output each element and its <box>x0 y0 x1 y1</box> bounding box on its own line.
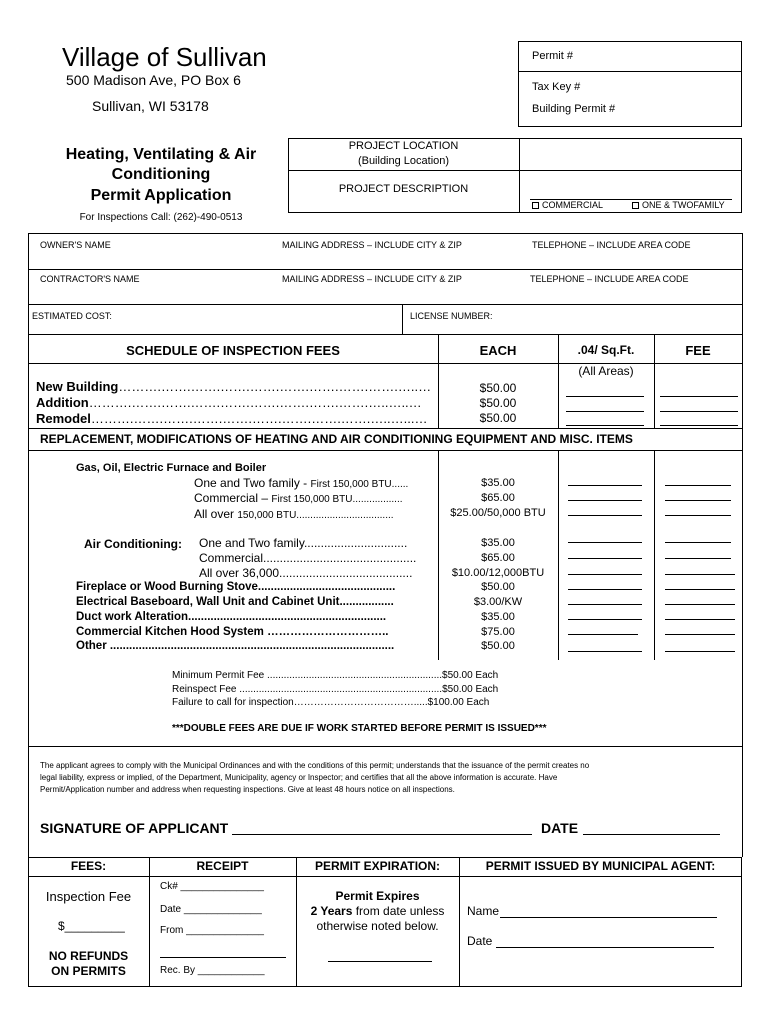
owner-phone-label: TELEPHONE – INCLUDE AREA CODE <box>532 240 691 250</box>
all-areas-label: (All Areas) <box>578 364 634 378</box>
project-location-sub: (Building Location) <box>357 155 450 167</box>
col-sqft-header: .04/ Sq.Ft. <box>577 343 635 357</box>
gas-one-fee: $35.00 <box>481 477 515 489</box>
no-refunds-line1: NO REFUNDS <box>48 949 129 963</box>
fee-addition: $50.00 <box>479 396 517 410</box>
owner-mailing-label: MAILING ADDRESS – INCLUDE CITY & ZIP <box>282 240 462 250</box>
ac-one-two-family: One and Two family............................... <box>199 536 408 550</box>
ac-heading: Air Conditioning: <box>84 537 182 551</box>
form-title-line2: Conditioning <box>111 166 211 183</box>
project-description-label: PROJECT DESCRIPTION <box>338 183 469 195</box>
ac-all-over: All over 36,000........................................ <box>199 566 413 580</box>
contractor-mailing-label: MAILING ADDRESS – INCLUDE CITY & ZIP <box>282 274 462 284</box>
agreement-line1: The applicant agrees to comply with the Municipal Ordinances and with the conditions of this permit; understands that the issuance of the permit creates no <box>40 761 590 770</box>
village-address-line2: Sullivan, WI 53178 <box>92 98 209 114</box>
date-field[interactable] <box>583 834 720 835</box>
receipt-blank-line[interactable] <box>160 957 286 958</box>
tax-key-label: Tax Key # <box>532 81 581 93</box>
contractor-name-label: CONTRACTOR'S NAME <box>40 274 140 284</box>
misc-fireplace: Fireplace or Wood Burning Stove........................................... <box>76 581 396 593</box>
ac-commercial: Commercial.............................................. <box>199 551 417 565</box>
misc-hood-fee: $75.00 <box>481 626 515 638</box>
misc-duct-work: Duct work Alteration.............................................................. <box>76 611 387 623</box>
fee-field-addition[interactable] <box>660 411 738 412</box>
sqft-field-remodel[interactable] <box>566 425 644 426</box>
misc-fireplace-fee: $50.00 <box>481 581 515 593</box>
double-fees-notice: ***DOUBLE FEES ARE DUE IF WORK STARTED BEFORE PERMIT IS ISSUED*** <box>172 723 547 734</box>
misc-other-fee: $50.00 <box>481 640 515 652</box>
village-name: Village of Sullivan <box>62 42 267 72</box>
row-new-building: New Building……….…….…….…….…….…….…….…….…….…..… <box>36 379 432 394</box>
col-each-header: EACH <box>479 343 517 358</box>
issued-header: PERMIT ISSUED BY MUNICIPAL AGENT: <box>485 859 716 873</box>
expiration-note-field[interactable] <box>328 961 432 962</box>
form-title-line3: Permit Application <box>90 187 232 204</box>
commercial-label: COMMERCIAL <box>542 200 604 210</box>
replacement-heading: REPLACEMENT, MODIFICATIONS OF HEATING AND AIR CONDITIONING EQUIPMENT AND MISC. ITEMS <box>40 432 633 446</box>
reinspect-fee: Reinspect Fee .........................................................................$50.00 Each <box>172 684 499 695</box>
date-label: DATE <box>541 820 579 836</box>
agreement-line2: legal liability, express or implied, of the Department, Municipality, agency or Inspector; and certifies that all the above information is accurate. Have <box>40 773 558 782</box>
project-location-label: PROJECT LOCATION <box>348 140 459 152</box>
inspection-fee-amount[interactable]: $_________ <box>58 919 125 933</box>
fee-field-new-building[interactable] <box>660 396 738 397</box>
inspections-phone: For Inspections Call: (262)-490-0513 <box>79 212 243 223</box>
agent-name-field[interactable] <box>500 917 717 918</box>
misc-duct-fee: $35.00 <box>481 611 515 623</box>
agent-date-field[interactable] <box>496 947 714 948</box>
fee-field-remodel[interactable] <box>660 425 738 426</box>
gas-comm-fee: $65.00 <box>481 492 515 504</box>
receipt-date[interactable]: Date ______________ <box>160 904 262 915</box>
row-remodel: Remodel……….…….…….…….…….…….…….…….…….…..…...… <box>36 411 428 426</box>
receipt-header: RECEIPT <box>196 859 249 873</box>
fee-new-building: $50.00 <box>479 381 517 395</box>
no-refunds-line2: ON PERMITS <box>51 964 126 978</box>
agent-name-label: Name <box>467 904 500 918</box>
failure-to-call-fee: Failure to call for inspection……………………………….....$100.00 Each <box>172 697 490 708</box>
receipt-rec-by[interactable]: Rec. By ____________ <box>160 965 265 976</box>
row-addition: Addition……….…….…….…….…….…….…….…….…….…..…..… <box>36 395 422 410</box>
ac-over-fee: $10.00/12,000BTU <box>451 567 545 579</box>
col-fee-header: FEE <box>685 343 711 358</box>
receipt-from[interactable]: From ______________ <box>160 925 264 936</box>
agreement-line3: Permit/Application number and address when requesting inspections. Give at least 48 hours notice on all inspections. <box>40 785 455 794</box>
receipt-check-number[interactable]: Ck# _______________ <box>160 881 264 892</box>
owner-name-label: OWNER'S NAME <box>40 240 111 250</box>
license-number-label: LICENSE NUMBER: <box>410 311 493 321</box>
gas-over-fee: $25.00/50,000 BTU <box>450 507 546 519</box>
gas-one-two-family: One and Two family - First 150,000 BTU...... <box>194 476 409 490</box>
fee-remodel: $50.00 <box>479 411 517 425</box>
commercial-checkbox[interactable] <box>532 202 539 209</box>
ac-one-fee: $35.00 <box>481 537 515 549</box>
fees-header: FEES: <box>70 859 107 873</box>
agent-date-label: Date <box>467 934 493 948</box>
building-permit-label: Building Permit # <box>532 103 616 115</box>
signature-field[interactable] <box>232 834 532 835</box>
minimum-permit-fee: Minimum Permit Fee ...............................................................$50.00 Each <box>172 670 499 681</box>
ac-comm-fee: $65.00 <box>481 552 515 564</box>
permit-expires-title: Permit Expires <box>335 889 420 903</box>
misc-electrical-fee: $3.00/KW <box>473 596 523 608</box>
misc-kitchen-hood: Commercial Kitchen Hood System ………………………….. <box>76 626 389 638</box>
family-checkbox[interactable] <box>632 202 639 209</box>
sqft-field-addition[interactable] <box>566 411 644 412</box>
schedule-title: SCHEDULE OF INSPECTION FEES <box>126 343 340 358</box>
sqft-field-new-building[interactable] <box>566 396 644 397</box>
form-title-line1: Heating, Ventilating & Air <box>65 146 257 163</box>
expiration-header: PERMIT EXPIRATION: <box>314 859 441 873</box>
signature-label: SIGNATURE OF APPLICANT <box>40 820 229 836</box>
gas-furnace-heading: Gas, Oil, Electric Furnace and Boiler <box>76 462 267 474</box>
commercial-checkbox-option[interactable] <box>532 200 603 210</box>
gas-all-over: All over 150,000 BTU................................... <box>194 507 394 521</box>
gas-commercial: Commercial – First 150,000 BTU.................. <box>194 491 403 505</box>
misc-other: Other ......................................................................................... <box>76 640 395 652</box>
permit-expires-line2: 2 Years from date unless <box>310 904 445 918</box>
family-checkbox-option[interactable] <box>632 200 725 210</box>
inspection-fee-label: Inspection Fee <box>45 889 132 904</box>
village-address-line1: 500 Madison Ave, PO Box 6 <box>66 72 241 88</box>
permit-expires-line3: otherwise noted below. <box>316 919 439 933</box>
contractor-phone-label: TELEPHONE – INCLUDE AREA CODE <box>530 274 689 284</box>
estimated-cost-label: ESTIMATED COST: <box>32 311 112 321</box>
permit-number-label: Permit # <box>532 50 573 62</box>
misc-electrical-baseboard: Electrical Baseboard, Wall Unit and Cabinet Unit................. <box>76 596 394 608</box>
family-label: ONE & TWOFAMILY <box>642 200 725 210</box>
